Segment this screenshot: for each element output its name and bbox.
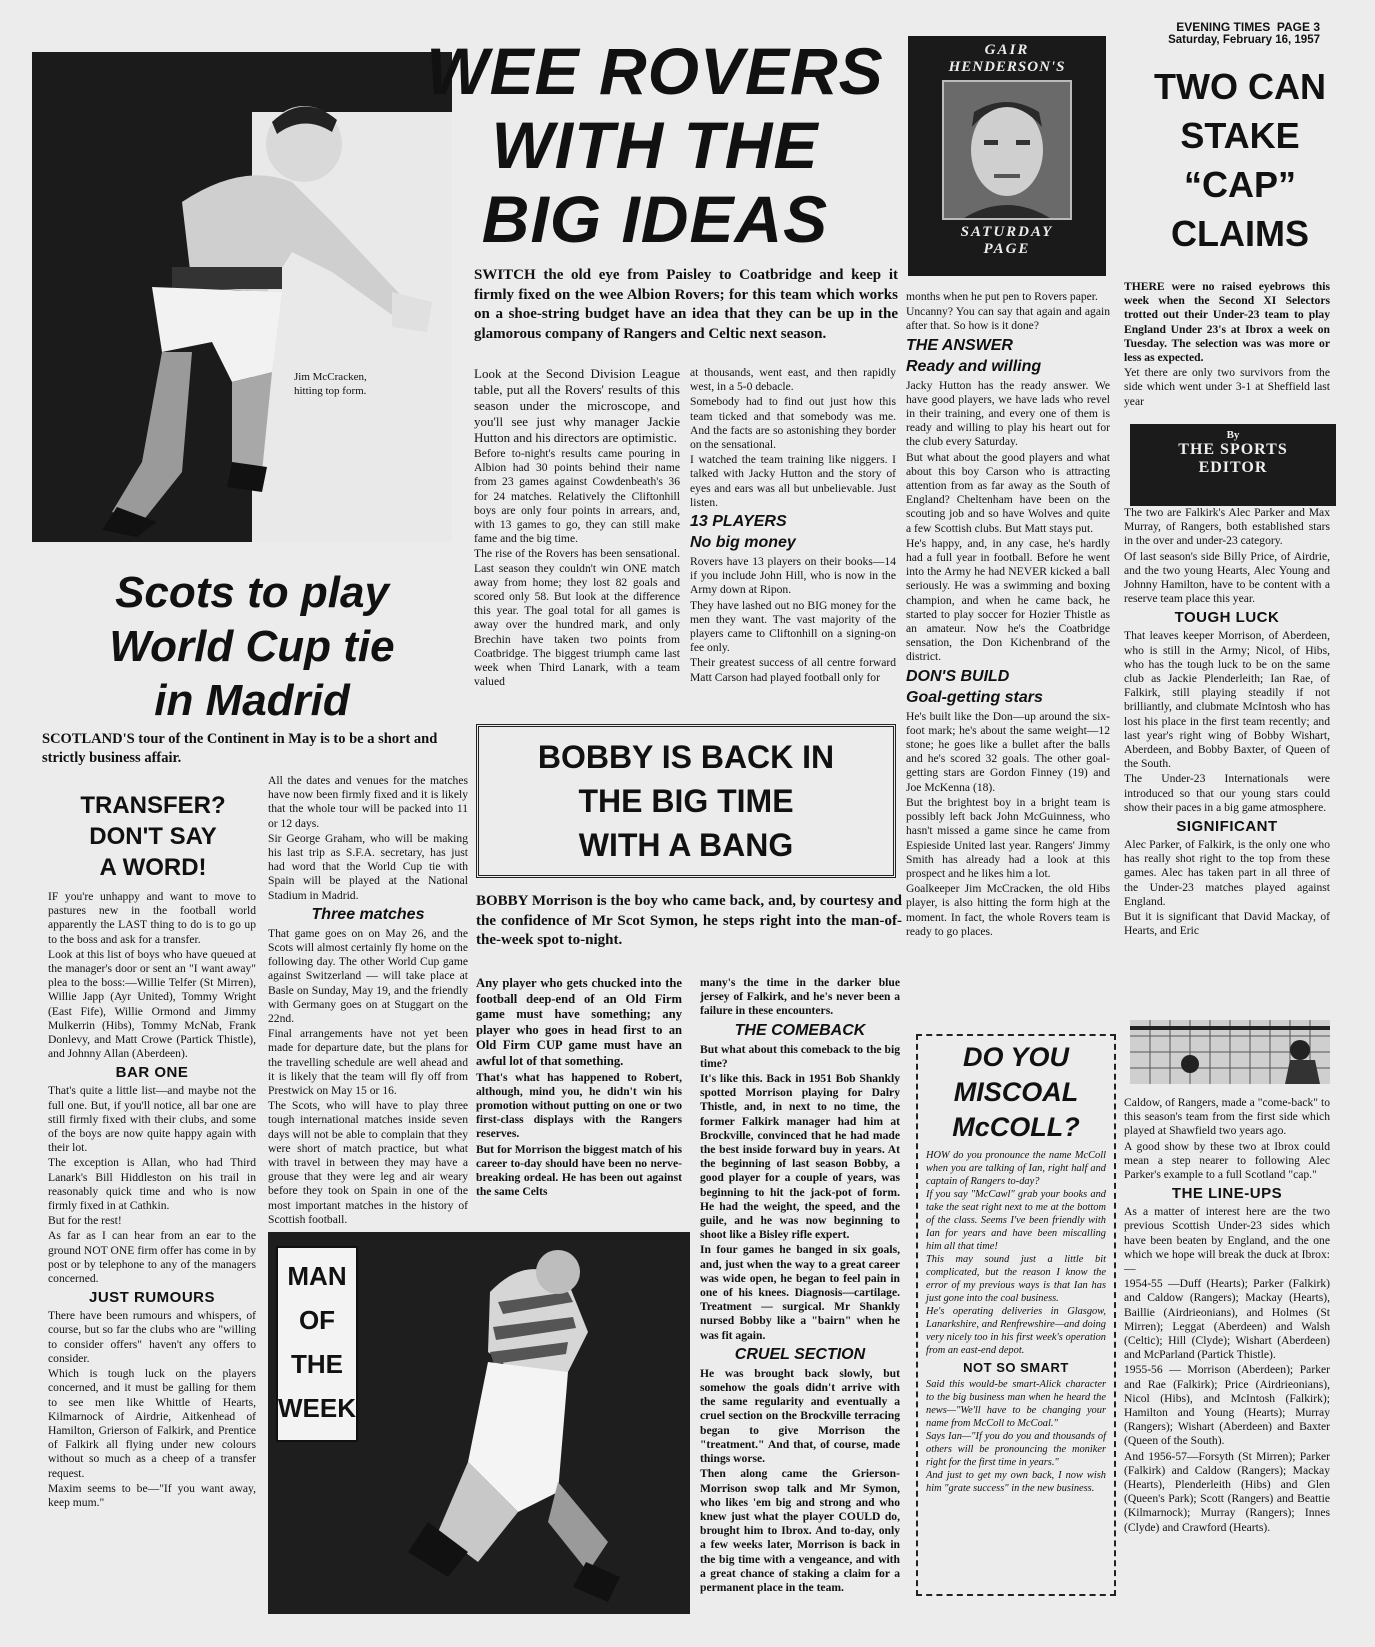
cap-col3-p1: Alec Parker, of Falkirk, is the only one who has really shot right to the top from these games. Alec has taken part in all three of the Under-23 matches played against England. [1124, 838, 1330, 908]
transfer-headline [44, 790, 262, 890]
goal-net-icon [1130, 1020, 1330, 1084]
rovers-col2-p1: at thousands, went east, and then rapidly west, in a 5-0 debacle. [690, 366, 896, 394]
scots-col-p1: All the dates and venues for the matches have now been firmly fixed and it is likely that the whole tour will be packed into 11 or 12 days. [268, 774, 468, 830]
byline-name-1: THE SPORTS [1178, 441, 1288, 458]
cap-col5-p3: 1955-56 — Morrison (Aberdeen); Parker and Rae (Falkirk); Price (Airdrieonians), Nicol (Hibs), and McIntosh (Falkirk); Hamilton and Young (Hearts); Murray (Rangers); Wishart (Aberdeen) and Baxter (Queen of the South). [1124, 1363, 1330, 1448]
cap-col5-p1: As a matter of interest here are the two previous Scottish Under-23 sides which have been beaten by England, and the one which we hope will break the duck at Ibrox:— [1124, 1205, 1330, 1276]
transfer-col2-p2: The exception is Allan, who had Third Lanark's Bill Hiddleston on his trail in reasonably quick time and who is now firmly fixed in at Cathkin. [48, 1156, 256, 1213]
cap-sub-significant: SIGNIFICANT [1176, 818, 1278, 836]
cap-col4-p1: Caldow, of Rangers, made a "come-back" to this season's team from the first side which played at Shawfield two years ago. [1124, 1096, 1330, 1138]
cap-col-p1: The two are Falkirk's Alec Parker and Max Murray, of Rangers, both established stars in the over and under-23 category. [1124, 506, 1330, 548]
rovers-col3c-p1: He's built like the Don—up around the six-foot mark; he's about the same weight—12 stone; he goes like a bullet after the balls and he's scored 32 goals. The other goal-getting stars are Gordon Finney (19) and Joe McKenna (18). [906, 709, 1110, 794]
cap-col5-p2: 1954-55 —Duff (Hearts); Parker (Falkirk) and Caldow (Rangers); Mackay (Hearts), Baillie (Airdrieonians), and Holmes (St Mirren); Leggat (Aberdeen) and Walsh (Celtic); Hill (Clyde); Wishart (Aberdeen) and McParland (Partick Thistle). [1124, 1277, 1330, 1362]
cap-column [1124, 506, 1330, 1006]
bobby-col2c-p2: Then along came the Grierson-Morrison swop talk and Mr Symon, who likes 'em big and strong and who knew just what the player COULD do, brought him to Ibrox. And to-day, only a few weeks later, Morrison is back in the big time with a vengeance, and with a great chance of staking a claim for a permanent place in the team. [700, 1467, 900, 1594]
rovers-col2b-p1: Rovers have 13 players on their books—14 if you include John Hill, who is now in the Army down at Ripon. [690, 555, 896, 597]
miscoal-p1: HOW do you pronounce the name McColl when you are talking of Ian, right half and captain of Rangers to-day? [926, 1150, 1106, 1187]
man-label-line-3: THE [291, 1349, 343, 1379]
rovers-col3b-p1: Jacky Hutton has the ready answer. We have good players, we have lads who revel in their training, and every one of them is ready and willing to play his heart out for the club every Saturday. [906, 378, 1110, 449]
transfer-col1-p2: Look at this list of boys who have queued at the manager's door or sent an "I want away" plea to the boss:—Willie Telfer (St Mirren), Willie Japp (Ayr United), Tommy Wright (East Fife), Willie Ormond and Jimmy Mulkerrin (Hibs), Tommy McNab, Frank Donlevy, and Matt Crowe (Partick Thistle), and Johnny Allan (Aberdeen). [48, 947, 256, 1061]
bobby-headline-line-3: WITH A BANG [578, 827, 794, 863]
miscoal-headline-line-3: McCOLL? [952, 1112, 1080, 1142]
scots-col2-p3: The Scots, who will have to play three tough international matches inside seven days will not be able to complain that they were short of match practice, but what with travel in between they may have a grouse that they were leg and air weary before they took on Spain in one of the most important matches in the history of Scottish football. [268, 1099, 468, 1226]
masthead-page: PAGE 3 [1276, 20, 1320, 34]
man-label-line-4: WEEK [278, 1393, 356, 1423]
sports-editor-byline [1130, 424, 1336, 506]
rovers-col2-p3: I watched the team training like niggers. I talked with Jacky Hutton and the story of eyes and ears was all but unbelievable. Just listen. [690, 453, 896, 509]
scots-col-p2: Sir George Graham, who will be making his last trip as S.F.A. secretary, has just had word that the World Cup tie with Spain will be played at the National Stadium in Madrid. [268, 831, 468, 902]
scots-headline-line-3: in Madrid [154, 676, 350, 725]
transfer-col3-p2: Which is tough luck on the players concerned, and it must be galling for them to see men like Whittle of Hearts, Kilmarnock of Airdrie, Aitkenhead of Hamilton, Grierson of Falkirk, and Prentice of Falkirk all flying under new colours without so much as a cheep of a transfer request. [48, 1367, 256, 1480]
rovers-column-2 [690, 366, 896, 716]
transfer-sub-bar-one: BAR ONE [115, 1064, 189, 1082]
scots-headline [52, 566, 452, 736]
bobby-column-2 [700, 976, 900, 1626]
bobby-standfirst: BOBBY Morrison is the boy who came back, and, by courtesy and the confidence of Mr Scot Symon, he steps right into the man-of-the-week spot to-night. [476, 893, 902, 948]
scots-sub-three-matches: Three matches [311, 905, 425, 923]
miscoal-box [916, 1034, 1116, 1596]
scots-standfirst: SCOTLAND'S tour of the Continent in May is to be a short and strictly business affair. [42, 731, 438, 766]
rovers-col2b-p3: Their greatest success of all centre forward Matt Carson had played football only for [690, 656, 896, 684]
miscoal-p6: Says Ian—"If you do you and thousands of others will be pronouncing the moniker right for the first time in years." [926, 1431, 1106, 1468]
transfer-headline-line-2: DON'T SAY [89, 823, 217, 850]
rovers-column-1 [474, 366, 680, 716]
cap-intro-p2: Yet there are only two survivors from the side which went under 3-1 at Sheffield last year [1124, 366, 1330, 408]
rovers-col3b-p3: He's happy, and, in any case, he's hardly had a full year in football. Before he went into the Army he had NEVER kicked a ball seriously. He was a swimming and boxing champion, and when he came back, he started to play soccer for Hozier Thistle as an amateur. Now he's the Coatbridge sensation, the Don Kichenbrand of the district. [906, 536, 1110, 664]
cap-sub-line-ups: THE LINE-UPS [1171, 1185, 1283, 1203]
bobby-col1-p2: That's what has happened to Robert, although, mind you, he didn't win his promotion without putting on one or two first-class displays with the Rangers reserves. [476, 1070, 682, 1141]
gair-name: HENDERSON'S [948, 59, 1066, 75]
miscoal-headline-line-1: DO YOU [962, 1042, 1070, 1072]
gair-portrait [942, 80, 1072, 220]
rovers-sub-13-players: 13 PLAYERS [690, 513, 787, 531]
masthead-date: Saturday, February 16, 1957 [1168, 34, 1320, 46]
cap-headline-line-2: STAKE [1180, 115, 1300, 156]
rovers-col3c-p2: But the brightest boy in a bright team is possibly left back John McGuinness, who hasn't missed a game since he came from Espieside United last year. Rangers' Jimmy Smith has already had a look at this prospect and he likes him a lot. [906, 795, 1110, 880]
rovers-col3-p1: months when he put pen to Rovers paper. [906, 290, 1098, 303]
bobby-headline-box [476, 724, 896, 878]
bobby-column-1 [476, 976, 682, 1212]
rovers-headline-line-2: WITH THE [491, 108, 819, 182]
miscoal-headline-line-2: MISCOAL [953, 1077, 1079, 1107]
masthead-paper-page [1150, 20, 1320, 34]
bobby-col1-p1: Any player who gets chucked into the football deep-end of an Old Firm game must have something; any player who goes in head first to an Old Firm CUP game must have an awful lot of that something. [476, 976, 682, 1068]
cap-col5-p4: And 1956-57—Forsyth (St Mirren); Parker (Falkirk) and Caldow (Rangers); Mackay (Hearts), Plenderleith (Hibs) and Glen (Queen's Park); Scott (Rangers) and Beattie (Kilmarnock); Murray (Rangers); Innes (Clyde) and Crawford (Hearts). [1124, 1449, 1330, 1534]
bobby-col2-p1: many's the time in the darker blue jersey of Falkirk, and he's never been a failure in these encounters. [700, 976, 900, 1018]
rovers-sub-goal-getting: Goal-getting stars [906, 688, 1043, 706]
bobby-col2b-p2: It's like this. Back in 1951 Bob Shankly spotted Morrison playing for Dalry Thistle, and, in next to no time, the former Falkirk manager had him at Brockville, convinced that he had made the best inside forward buy in years. At the beginning of last season Bobby, a good player for a couple of years, was beginning to hit the jack-pot of form. He had the weight, the speed, and the guile, and he was now beginning to shoot like a Bisley rifle expert. [700, 1072, 900, 1242]
cap-col2-p2: The Under-23 Internationals were introduced so that our young stars could show their paces in a big game atmosphere. [1124, 772, 1330, 814]
cap-column-lower [1124, 1096, 1330, 1596]
miscoal-p4: He's operating deliveries in Glasgow, Lanarkshire, and Renfrewshire—and doing very nicely too in his first week's operation from an east-end depot. [926, 1306, 1106, 1356]
byline-name-2: EDITOR [1198, 459, 1268, 476]
bobby-headline-line-1: BOBBY IS BACK IN [537, 739, 835, 775]
transfer-col3-p3: Maxim seems to be—"If you want away, keep mum." [48, 1481, 256, 1509]
rovers-col1-p2: Before to-night's results came pouring in Albion had 30 points behind their name from 23 games against Cowdenbeath's 36 for 24 matches. Relatively the Cliftonhill boys are only four points in arrears, and, with 13 games to go, they can still make fame and the big time. [474, 447, 680, 546]
transfer-column [48, 890, 256, 1600]
scots-headline-line-2: World Cup tie [109, 622, 395, 671]
miscoal-p2: If you say "McCawl" grab your books and take the seat right next to me at the bottom of the class. Seems I've been friendly with Ian for years and have been miscalling him all that time! [926, 1189, 1106, 1252]
cap-sub-tough-luck: TOUGH LUCK [1174, 609, 1280, 627]
transfer-col2-p3: But for the rest! [48, 1214, 122, 1228]
goalkeeper-figure-icon [32, 52, 452, 542]
scots-headline-line-1: Scots to play [115, 568, 389, 617]
miscoal-p5: Said this would-be smart-Alick character to the big business man when he heard the news—"We'll have to be changing your name from McColl to McCoal." [926, 1379, 1106, 1429]
bobby-col2b-p3: In four games he banged in six goals, and, just when the way to a great career was wide open, he began to feel pain in one of his knees. Diagnosis—cartilage. Treatment — surgical. Mr Shankly nursed Bobby like a "bairn" when he was fit again. [700, 1243, 900, 1342]
rovers-col1-p3: The rise of the Rovers has been sensational. Last season they couldn't win ONE match away from home; they lost 82 goals and scored only 58. But look at the difference this year. The goal total for all games is away over the hundred mark, and only Brechin have taken two points from Coatbridge. The biggest triumph came last week when Third Lanark, with a team valued [474, 547, 680, 689]
cap-intro-p1: THERE were no raised eyebrows this week when the Second XI Selectors trotted out their Under-23 team to play England Under 23's at Ibrox a week on Tuesday. The selection was was more or less as expected. [1124, 280, 1330, 365]
cap-col2-p1: That leaves keeper Morrison, of Aberdeen, who is still in the Army; Nicol, of Hibs, who has the tough luck to be on the same club as Jackie Plenderleith; Ian Rae, of Falkirk, still playing steadily if not brilliantly, and clubmate McIntosh who has lost his place in the first team recently; and last year's right wing of Bobby Wishart, Aberdeen, and Bobby Baxter, of Queen of the South. [1124, 629, 1330, 771]
masthead-paper: EVENING TIMES [1176, 20, 1271, 34]
cap-intro [1124, 280, 1330, 416]
byline-by: By [1226, 429, 1240, 441]
masthead [1150, 20, 1320, 54]
scots-col2-p2: Final arrangements have not yet been made for departure date, but the plans for the travelling schedule are well ahead and it is likely that the team will fly off from Prestwick on May 15 or 16. [268, 1027, 468, 1098]
rovers-col3b-p2: But what about the good players and what about this boy Carson who is attracting attention from as far away as the South of England? Cheltenham have been on the scouting job and so have Wolves and quite a few Scottish clubs. But Matt stays put. [906, 450, 1110, 535]
miscoal-sub-not-so-smart: NOT SO SMART [963, 1360, 1069, 1375]
mccracken-caption-1: Jim McCracken, [294, 371, 367, 383]
scots-column [268, 774, 468, 1234]
bobby-col2b-p1: But what about this comeback to the big time? [700, 1042, 900, 1070]
rovers-sub-the-answer: THE ANSWER [906, 336, 1013, 354]
transfer-col2-p1: That's quite a little list—and maybe not the full one. But, if you'll notice, all bar one are still firmly fixed with their clubs, and some of the boys are now quite happy again with their lot. [48, 1084, 256, 1155]
cap-headline-line-1: TWO CAN [1154, 66, 1326, 107]
rovers-sub-no-big-money: No big money [690, 534, 796, 552]
transfer-headline-line-3: A WORD! [99, 854, 207, 881]
rovers-headline-line-1: WEE ROVERS [426, 34, 884, 108]
rovers-col2-p2: Somebody had to find out just how this team ticked and that somebody was me. And the facts are so astonishing they border on the sensational. [690, 395, 896, 452]
bobby-headline-line-2: THE BIG TIME [578, 783, 794, 819]
cap-col3-p2: But it is significant that David Mackay, of Hearts, and Eric [1124, 910, 1330, 938]
bobby-col2c-p1: He was brought back slowly, but somehow the goals didn't arrive with the same regularity and eventually a cruel section on the Brockville terracing began to give Morrison the "treatment." And that, of course, made things worse. [700, 1366, 900, 1466]
cap-headline-line-3: “CAP” [1183, 164, 1296, 205]
scots-col2-p1: That game goes on on May 26, and the Scots will almost certainly fly home on the following day. The other World Cup game against Switzerland — will take place at Basle on Sunday, May 19, and the friendly with Germany goes on at Stuggart on the 22nd. [268, 926, 468, 1026]
mccracken-photo [32, 52, 452, 542]
rovers-sub-dons-build: DON'S BUILD [906, 667, 1010, 685]
rovers-col1-p1: Look at the Second Division League table, put all the Rovers' results of this season under the microscope, and you'll see just why manager Jackie Hutton and his directors are optimistic. [474, 366, 680, 445]
goal-net-photo [1130, 1020, 1330, 1084]
gair-bottom-1: SATURDAY [960, 224, 1054, 240]
transfer-col1-p1: IF you're unhappy and want to move to pastures new in the football world apparently the LAST thing to do is to go up to the boss and ask for a transfer. [48, 890, 256, 946]
mccracken-caption-2: hitting top form. [294, 385, 367, 397]
gair-top: GAIR [984, 42, 1030, 58]
man-label-line-2: OF [298, 1305, 336, 1335]
rovers-headline-line-3: BIG IDEAS [481, 182, 829, 256]
man-label-line-1: MAN [287, 1261, 347, 1291]
cap-headline [1120, 62, 1360, 272]
cap-col-p2: Of last season's side Billy Price, of Airdrie, and the two young Hearts, Alec Young and Johnny Hamilton, have to be content with a reserve team place this year. [1124, 549, 1330, 606]
transfer-headline-line-1: TRANSFER? [80, 792, 226, 819]
miscoal-p3: This may sound just a little bit complicated, but the reason I know the error of my previous ways is that Ian has just gone into the coal business. [926, 1254, 1106, 1304]
rovers-col3c-p3: Goalkeeper Jim McCracken, the old Hibs player, is also hitting the form high at the moment. In fact, the whole Rovers team is ready to go places. [906, 882, 1110, 938]
cap-col4-p2: A good show by these two at Ibrox could mean a step nearer to following Alec Parker's example to a full Scotland "cap." [1124, 1139, 1330, 1182]
transfer-col3-p1: There have been rumours and whispers, of course, but so far the clubs who are "willing to consider offers" haven't any offers to consider. [48, 1309, 256, 1365]
rovers-column-3 [906, 290, 1110, 986]
man-of-week-label [276, 1246, 358, 1442]
rovers-sub-ready-willing: Ready and willing [906, 357, 1042, 375]
rovers-headline [420, 34, 890, 264]
bobby-col1-p3: But for Morrison the biggest match of his career to-day should have been no nerve-breaking ordeal. He has been out against the same Celts [476, 1142, 682, 1199]
bobby-sub-cruel-section: CRUEL SECTION [734, 1345, 866, 1363]
miscoal-headline [926, 1040, 1106, 1145]
transfer-col2-p4: As far as I can hear from an ear to the ground NOT ONE firm offer has come in by post or by telephone to any of the managers concerned. [48, 1229, 256, 1286]
bobby-sub-comeback: THE COMEBACK [734, 1021, 866, 1039]
transfer-sub-just-rumours: JUST RUMOURS [88, 1289, 215, 1307]
rovers-standfirst: SWITCH the old eye from Paisley to Coatbridge and keep it firmly fixed on the wee Albion Rovers; for this team which works on a shoe-string budget have an idea that they can be up in the glamorous company of Rangers and Celtic next season. [474, 267, 898, 342]
gair-bottom-2: PAGE [983, 241, 1031, 257]
man-of-week-photo [268, 1232, 690, 1614]
rovers-col2b-p2: They have lashed out no BIG money for the men they want. The vast majority of the players came to Cliftonhill on a signing-on fee only. [690, 598, 896, 655]
rovers-col3-p2: Uncanny? You can say that again and again after that. So how is it done? [906, 305, 1110, 333]
portrait-icon [944, 82, 1070, 218]
cap-headline-line-4: CLAIMS [1171, 213, 1309, 254]
miscoal-p7: And just to get my own back, I now wish him "grate success" in the new business. [926, 1470, 1106, 1494]
gair-henderson-box [908, 36, 1106, 276]
